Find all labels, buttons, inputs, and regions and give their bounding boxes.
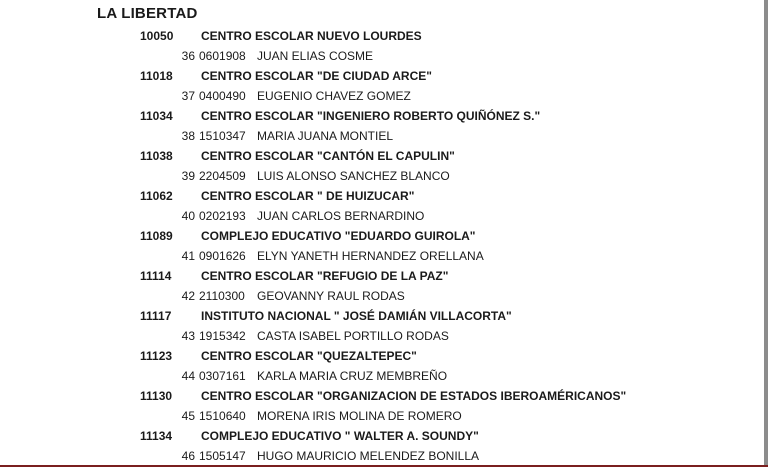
person-name: MARIA JUANA MONTIEL <box>257 129 394 143</box>
school-name: COMPLEJO EDUCATIVO " WALTER A. SOUNDY" <box>201 429 479 443</box>
person-name: GEOVANNY RAUL RODAS <box>257 289 405 303</box>
school-row <box>0 106 760 126</box>
department-heading: LA LIBERTAD <box>97 5 198 22</box>
person-row <box>0 406 760 426</box>
school-name: CENTRO ESCOLAR "ORGANIZACION DE ESTADOS IBEROAMÉRICANOS" <box>201 389 627 403</box>
person-id: 0400490 <box>199 89 246 103</box>
person-id: 1505147 <box>199 449 246 463</box>
person-number: 46 <box>181 449 195 463</box>
person-name: LUIS ALONSO SANCHEZ BLANCO <box>257 169 450 183</box>
school-name: CENTRO ESCOLAR "DE CIUDAD ARCE" <box>201 69 432 83</box>
school-name: INSTITUTO NACIONAL " JOSÉ DAMIÁN VILLACORTA" <box>201 309 512 323</box>
person-id: 1510347 <box>199 129 246 143</box>
person-id: 0202193 <box>199 209 246 223</box>
person-row <box>0 446 760 466</box>
person-name: CASTA ISABEL PORTILLO RODAS <box>257 329 449 343</box>
person-id: 0307161 <box>199 369 246 383</box>
person-name: HUGO MAURICIO MELENDEZ BONILLA <box>257 449 480 463</box>
person-row <box>0 86 760 106</box>
school-row <box>0 306 760 326</box>
school-row <box>0 66 760 86</box>
school-row <box>0 146 760 166</box>
school-row <box>0 426 760 446</box>
person-number: 39 <box>181 169 195 183</box>
person-id: 0601908 <box>199 49 246 63</box>
school-name: CENTRO ESCOLAR " DE HUIZUCAR" <box>201 189 415 203</box>
school-code: 11130 <box>140 389 173 403</box>
school-code: 11123 <box>140 349 173 363</box>
school-code: 11062 <box>140 189 173 203</box>
person-id: 2204509 <box>199 169 246 183</box>
school-code: 10050 <box>140 29 174 43</box>
person-row <box>0 166 760 186</box>
person-name: MORENA IRIS MOLINA DE ROMERO <box>257 409 462 423</box>
person-number: 45 <box>181 409 195 423</box>
person-id: 0901626 <box>199 249 246 263</box>
person-number: 40 <box>181 209 195 223</box>
person-row <box>0 206 760 226</box>
person-name: ELYN YANETH HERNANDEZ ORELLANA <box>257 249 484 263</box>
person-name: EUGENIO CHAVEZ GOMEZ <box>257 89 411 103</box>
person-number: 38 <box>181 129 195 143</box>
school-row <box>0 386 760 406</box>
person-number: 41 <box>181 249 195 263</box>
school-code: 11018 <box>140 69 173 83</box>
school-name: CENTRO ESCOLAR "INGENIERO ROBERTO QUIÑÓNEZ S." <box>201 109 541 123</box>
person-row <box>0 286 760 306</box>
school-code: 11034 <box>140 109 173 123</box>
school-name: CENTRO ESCOLAR "QUEZALTEPEC" <box>201 349 417 363</box>
school-list <box>0 26 760 466</box>
person-number: 36 <box>181 49 195 63</box>
school-name: CENTRO ESCOLAR NUEVO LOURDES <box>201 29 422 43</box>
person-number: 42 <box>181 289 195 303</box>
person-row <box>0 246 760 266</box>
school-code: 11114 <box>140 269 172 283</box>
school-code: 11038 <box>140 149 173 163</box>
school-name: CENTRO ESCOLAR "CANTÓN EL CAPULIN" <box>201 149 455 163</box>
page-edge-right <box>764 0 768 467</box>
school-row <box>0 266 760 286</box>
school-row <box>0 26 760 46</box>
school-code: 11117 <box>140 309 172 323</box>
school-row <box>0 186 760 206</box>
person-name: JUAN ELIAS COSME <box>257 49 374 63</box>
person-name: JUAN CARLOS BERNARDINO <box>257 209 425 223</box>
person-row <box>0 326 760 346</box>
person-row <box>0 126 760 146</box>
school-code: 11089 <box>140 229 173 243</box>
person-row <box>0 46 760 66</box>
person-row <box>0 366 760 386</box>
school-name: COMPLEJO EDUCATIVO "EDUARDO GUIROLA" <box>201 229 476 243</box>
person-number: 43 <box>181 329 195 343</box>
person-id: 1915342 <box>199 329 246 343</box>
person-id: 1510640 <box>199 409 246 423</box>
person-id: 2110300 <box>199 289 245 303</box>
school-row <box>0 226 760 246</box>
person-number: 37 <box>181 89 195 103</box>
school-code: 11134 <box>140 429 173 443</box>
person-name: KARLA MARIA CRUZ MEMBREÑO <box>257 369 448 383</box>
person-number: 44 <box>181 369 195 383</box>
school-row <box>0 346 760 366</box>
school-name: CENTRO ESCOLAR "REFUGIO DE LA PAZ" <box>201 269 449 283</box>
